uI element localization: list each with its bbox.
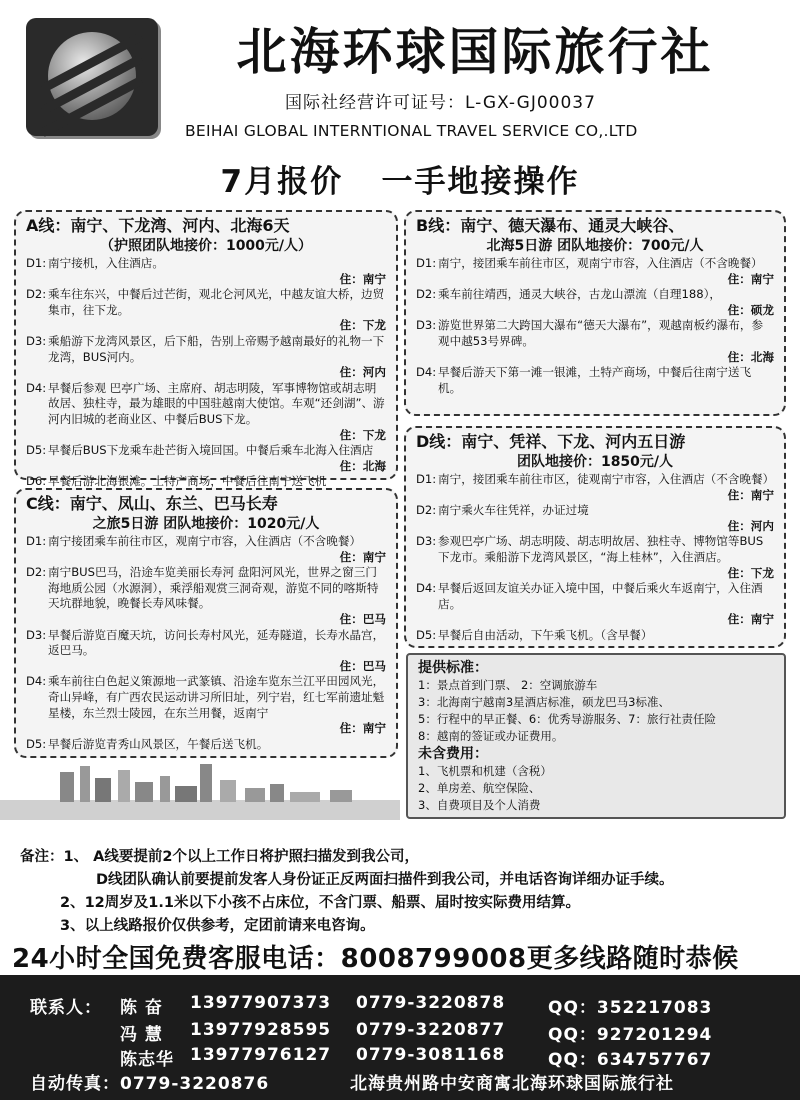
company-address: 北海贵州路中安商寓北海环球国际旅行社	[350, 1074, 674, 1094]
day-number: D5:	[26, 443, 47, 458]
contact-tel: 0779-3081168	[356, 1045, 506, 1065]
contact-qq: QQ：927201294	[548, 1025, 713, 1045]
line-c-box	[14, 488, 398, 758]
english-name: BEIHAI GLOBAL INTERNTIONAL TRAVEL SERVICE CO,.LTD	[185, 122, 638, 140]
company-logo	[26, 18, 158, 136]
overnight-location: 住：硕龙	[727, 302, 774, 317]
day-number: D4:	[416, 581, 437, 596]
city-skyline-image	[0, 760, 400, 820]
standard-item: 3：北海南宁越南3星酒店标准，硕龙巴马3标准、	[418, 695, 670, 709]
day-number: D6:	[26, 474, 47, 489]
day-description: 南宁，接团乘车前往市区，观南宁市容，入住酒店（不含晚餐）	[438, 256, 763, 270]
excluded-item: 3、自费项目及个人消费	[418, 798, 541, 812]
contact-name: 冯 慧	[120, 1025, 163, 1045]
day-description: 乘车前往靖西，通灵大峡谷，古龙山漂流（自理188），	[438, 287, 721, 302]
headline: 7月报价 一手地接操作	[220, 164, 580, 200]
overnight-location: 住：南宁	[727, 612, 774, 627]
day-description: 乘船游下龙湾风景区，后下船，告别上帝赐予越南最好的礼物一下龙湾，BUS河内。	[48, 333, 385, 364]
contact-tel: 0779-3220878	[356, 993, 506, 1013]
excluded-title: 未含费用：	[418, 746, 488, 762]
day-description: 早餐后自由活动，下午乘飞机。（含早餐）	[438, 627, 653, 642]
day-number: D1:	[26, 256, 47, 270]
standard-item: 8：越南的签证或办证费用。	[418, 729, 564, 743]
contact-qq: QQ：352217083	[548, 998, 713, 1018]
overnight-location: 住：河内	[339, 365, 386, 380]
itinerary-day	[416, 472, 774, 488]
line-d-box	[404, 426, 786, 648]
day-number: D3:	[26, 333, 47, 348]
day-number: D2:	[26, 287, 47, 302]
day-number: D4:	[26, 380, 47, 395]
line-d-price: 团队地接价：1850元/人	[516, 454, 674, 470]
day-description: 南宁乘火车往凭祥，办证过境	[438, 503, 589, 518]
day-description: 早餐后游天下第一滩一银滩，土特产商场，中餐后往南宁送飞机。	[438, 365, 752, 395]
day-description: 早餐后参观 巴亭广场、主席府、胡志明陵，军事博物馆或胡志明故居、独柱寺，最为雄眼的中国驻越南大使馆。车观“还剑湖”、游河内旧城的老商业区、中餐后BUS下龙。	[48, 380, 385, 426]
itinerary-day	[416, 581, 774, 612]
line-a-title: A线：南宁、下龙湾、河内、北海6天	[26, 216, 290, 235]
excluded-item: 1、飞机票和机建（含税）	[418, 764, 552, 778]
day-description: 南宁接机，入住酒店。	[48, 256, 164, 270]
overnight-location: 住：南宁	[339, 721, 386, 736]
overnight-location: 住：北海	[339, 458, 386, 473]
day-description: 南宁BUS巴马，沿途车览美丽长寿河 盘阳河风光，世界之窗三门海地质公园（水源洞），乘浮船观赏三洞奇观，游览不同的喀斯特天坑群地貌，晚餐长寿风味餐。	[48, 565, 379, 611]
fax-number: 自动传真：0779-3220876	[30, 1074, 270, 1094]
note-3: 2、12周岁及1.1米以下小孩不占床位，不含门票、船票、届时按实际费用结算。	[60, 895, 580, 911]
day-description: 早餐后游览百魔天坑，访问长寿村风光，延寿隧道，长寿水晶宫，返巴马。	[48, 627, 385, 658]
hotline: 24小时全国免费客服电话：8008799008更多线路随时恭候	[12, 944, 739, 974]
day-description: 早餐后游北海银滩。土特产商场，中餐后往南宁送飞机	[48, 474, 327, 489]
overnight-location: 住：巴马	[339, 611, 386, 626]
day-number: D3:	[416, 534, 437, 549]
day-number: D4:	[26, 674, 47, 689]
overnight-location: 住：南宁	[727, 487, 774, 502]
line-a-box	[14, 210, 398, 489]
itinerary-day	[416, 318, 774, 349]
day-number: D3:	[416, 318, 437, 333]
itinerary-day	[26, 287, 386, 318]
day-description: 早餐后BUS下龙乘车赴芒街入境回国。中餐后乘车北海入住酒店	[48, 443, 374, 458]
company-name: 北海环球国际旅行社	[236, 23, 714, 81]
contact-label: 联系人：	[30, 998, 102, 1018]
excluded-item: 2、单房差、航空保险、	[418, 781, 541, 795]
overnight-location: 住：南宁	[727, 271, 774, 286]
itinerary-day	[26, 565, 386, 612]
itinerary-day	[416, 628, 774, 644]
overnight-location: 住：巴马	[339, 658, 386, 673]
contact-footer	[0, 975, 800, 1100]
line-b-box	[404, 210, 786, 416]
day-number: D2:	[416, 287, 437, 302]
note-4: 3、以上线路报价仅供参考，定团前请来电咨询。	[60, 918, 375, 934]
overnight-location: 住：南宁	[339, 549, 386, 564]
day-number: D5:	[416, 627, 437, 642]
line-c-price: 之旅5日游 团队地接价：1020元/人	[92, 516, 320, 532]
line-a-price: （护照团队地接价：1000元/人）	[99, 238, 313, 254]
day-description: 南宁接团乘车前往市区，观南宁市容，入住酒店（不含晚餐）	[48, 534, 362, 548]
overnight-location: 住：北海	[727, 349, 774, 364]
standards-title: 提供标准：	[418, 660, 488, 676]
day-number: D4:	[416, 365, 437, 380]
itinerary-day	[26, 628, 386, 659]
service-standards	[406, 653, 786, 819]
day-description: 游览世界第二大跨国大瀑布“德天大瀑布”，观越南板约瀑布，参观中越53号界碑。	[438, 318, 764, 348]
note-1: 备注：1、 A线要提前2个以上工作日将护照扫描发到我公司，	[20, 849, 419, 865]
overnight-location: 住：南宁	[339, 271, 386, 286]
overnight-location: 住：下龙	[339, 427, 386, 442]
line-c-title: C线：南宁、凤山、东兰、巴马长寿	[26, 494, 278, 513]
contact-mobile: 13977907373	[190, 993, 332, 1013]
day-number: D5:	[26, 736, 47, 751]
line-b-price: 北海5日游 团队地接价：700元/人	[486, 238, 704, 254]
itinerary-day	[26, 256, 386, 272]
standard-item: 1：景点首到门票、 2：空调旅游车	[418, 678, 598, 692]
line-b-title: B线：南宁、德天瀑布、通灵大峡谷、	[416, 216, 685, 235]
itinerary-day	[416, 503, 774, 519]
day-number: D3:	[26, 627, 47, 642]
itinerary-day	[416, 256, 774, 272]
contact-mobile: 13977928595	[190, 1020, 332, 1040]
itinerary-day	[26, 534, 386, 550]
day-description: 参观巴亭广场、胡志明陵、胡志明故居、独柱寺、博物馆等BUS下龙市。乘船游下龙湾风景区，“海上桂林”，入住酒店。	[438, 534, 764, 564]
day-number: D1:	[416, 256, 437, 270]
itinerary-day	[26, 443, 386, 459]
day-number: D2:	[26, 565, 47, 580]
day-description: 乘车前往白色起义策源地一武篆镇、沿途车览东兰江平田园风光，奇山异峰，有广西农民运动讲习所旧址，列宁岩，红七军前遗址魁星楼，东兰烈士陵园，在东兰用餐，返南宁	[48, 674, 385, 720]
day-description: 早餐后返回友谊关办证入境中国，中餐后乘火车返南宁，入住酒店。	[438, 581, 763, 611]
day-description: 早餐后游览青秀山风景区，午餐后送飞机。	[48, 736, 269, 751]
itinerary-day	[26, 334, 386, 365]
contact-tel: 0779-3220877	[356, 1020, 506, 1040]
itinerary-day	[416, 534, 774, 565]
note-2: D线团队确认前要提前发客人身份证正反两面扫描件到我公司，并电话咨询详细办证手续。	[96, 872, 674, 888]
license-number: 国际社经营许可证号：L-GX-GJ00037	[285, 93, 596, 113]
overnight-location: 住：下龙	[339, 318, 386, 333]
day-number: D1:	[416, 472, 437, 486]
itinerary-day	[416, 365, 774, 396]
contact-qq: QQ：634757767	[548, 1050, 713, 1070]
day-number: D1:	[26, 534, 47, 548]
line-d-title: D线：南宁、凭祥、下龙、河内五日游	[416, 432, 686, 451]
contact-mobile: 13977976127	[190, 1045, 332, 1065]
itinerary-day	[26, 737, 386, 753]
contact-name: 陈志华	[120, 1050, 174, 1070]
overnight-location: 住：下龙	[727, 565, 774, 580]
itinerary-day	[416, 287, 774, 303]
day-number: D2:	[416, 503, 437, 518]
overnight-location: 住：河内	[727, 518, 774, 533]
day-description: 南宁，接团乘车前往市区，徒观南宁市容，入住酒店（不含晚餐）	[438, 472, 775, 486]
standard-item: 5：行程中的早正餐、6：优秀导游服务、7：旅行社责任险	[418, 712, 716, 726]
itinerary-day	[26, 381, 386, 428]
contact-name: 陈 奋	[120, 998, 163, 1018]
day-description: 乘车往东兴，中餐后过芒街，观北仑河风光，中越友谊大桥，边贸集市，往下龙。	[48, 287, 385, 317]
itinerary-day	[26, 674, 386, 721]
